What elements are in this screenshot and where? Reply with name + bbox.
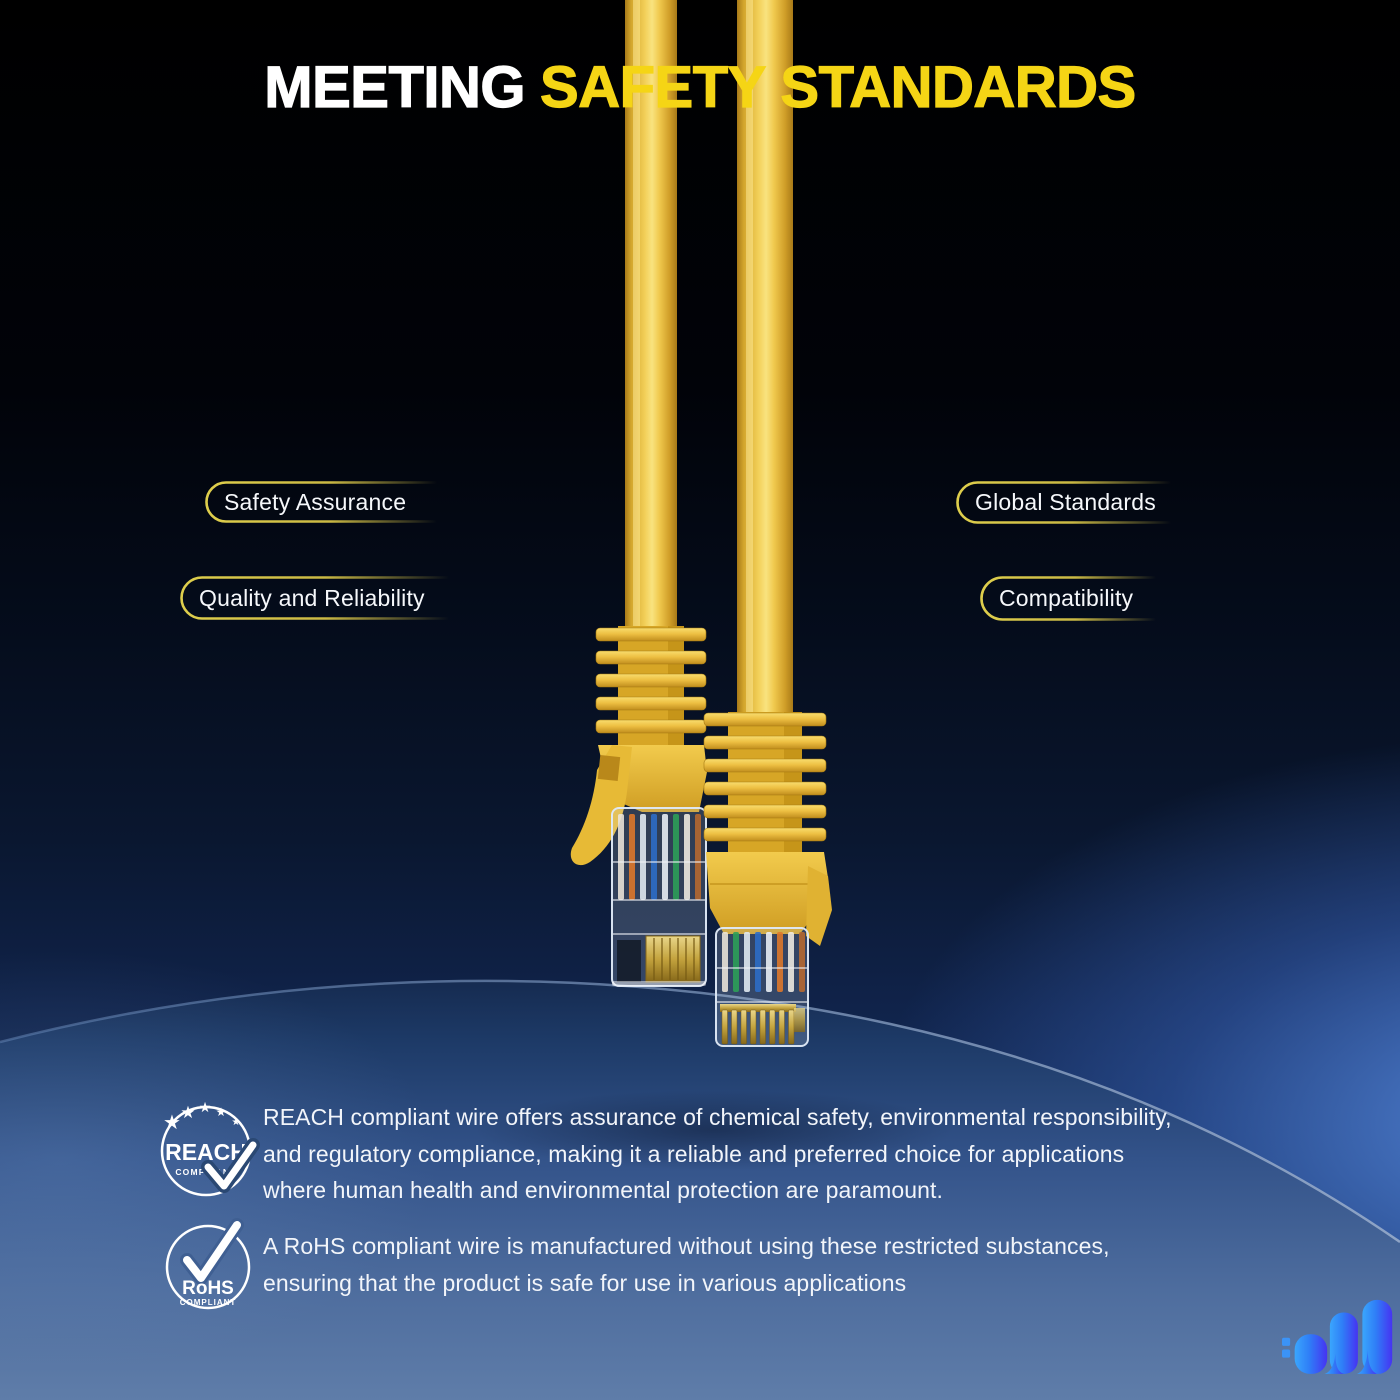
- latch-clip-right: [806, 866, 832, 946]
- feature-label-text: Compatibility: [999, 585, 1134, 611]
- rohs-badge-label: RoHS: [182, 1278, 234, 1299]
- title-part-white: MEETING: [264, 55, 526, 120]
- rj45-connector-right: [716, 928, 808, 1046]
- feature-label-quality-reliability: [180, 576, 472, 620]
- brand-logo-icon: [1282, 1294, 1394, 1378]
- star-icon: ★: [231, 1117, 241, 1128]
- title-part-yellow: SAFETY STANDARDS: [540, 55, 1136, 120]
- rohs-compliant-badge-icon: [157, 1210, 259, 1312]
- reach-paragraph: [263, 1099, 1172, 1209]
- reach-compliant-badge-icon: [150, 1093, 262, 1205]
- feature-label-text: Quality and Reliability: [199, 584, 425, 611]
- reach-line-3: where human health and environmental protection are paramount.: [263, 1177, 944, 1203]
- star-icon: ★: [215, 1105, 227, 1119]
- feature-label-safety-assurance: [205, 481, 457, 523]
- feature-label-text: Safety Assurance: [224, 488, 407, 515]
- reach-line-1: REACH compliant wire offers assurance of chemical safety, environmental responsibility,: [263, 1104, 1172, 1130]
- reach-badge-sublabel: COMPLIANT: [175, 1167, 237, 1177]
- rohs-paragraph: [263, 1228, 1110, 1301]
- page-title: [0, 56, 1400, 120]
- star-icon: ★: [180, 1103, 196, 1122]
- cable-left-graphic: [571, 0, 707, 986]
- rohs-line-1: A RoHS compliant wire is manufactured without using these restricted substances,: [263, 1233, 1110, 1259]
- reach-badge-label: REACH: [165, 1139, 247, 1165]
- rohs-badge-sublabel: COMPLIANT: [179, 1298, 237, 1307]
- star-icon: ★: [163, 1112, 181, 1134]
- checkmark-icon: [187, 1225, 237, 1278]
- rj45-connector-left: [612, 808, 706, 986]
- feature-label-global-standards: [956, 481, 1190, 524]
- star-icon: ★: [198, 1099, 212, 1115]
- cable-right-graphic: [704, 0, 832, 1046]
- rohs-line-2: ensuring that the product is safe for use in various applications: [263, 1269, 907, 1296]
- reach-line-2: and regulatory compliance, making it a reliable and preferred choice for applications: [263, 1140, 1125, 1167]
- feature-label-compatibility: [980, 576, 1172, 621]
- feature-label-text: Global Standards: [975, 489, 1156, 515]
